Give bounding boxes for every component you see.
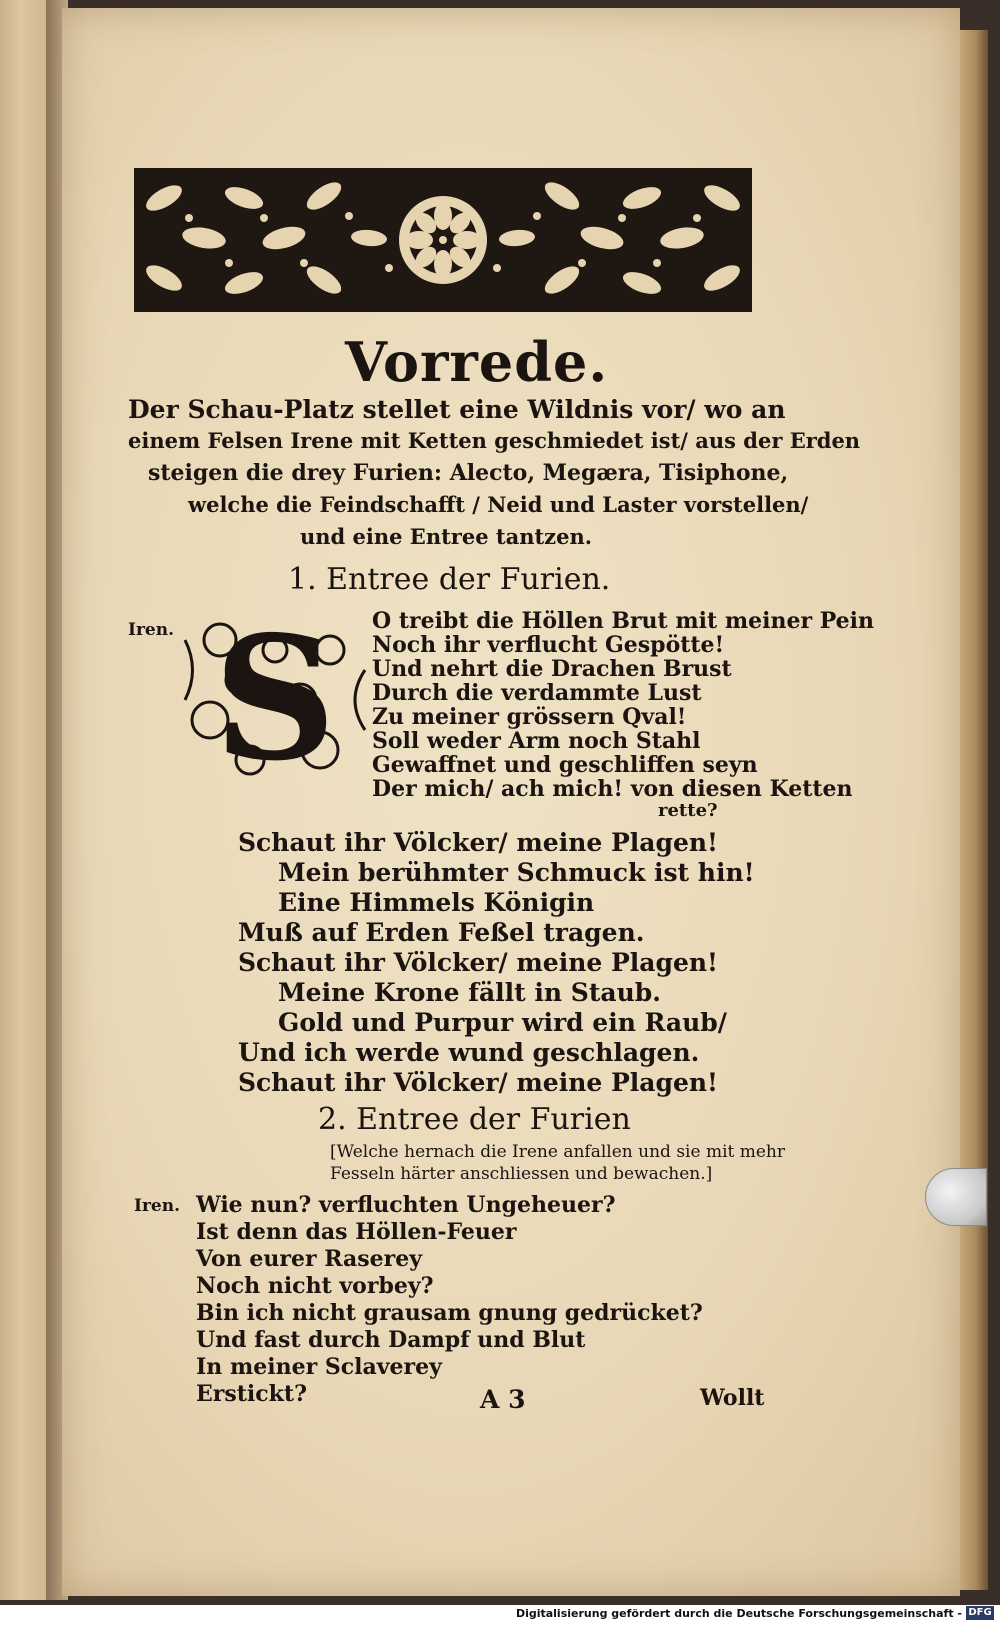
verse-line: Schaut ihr Völcker/ meine Plagen! [238,1068,719,1097]
verse-line: Und nehrt die Drachen Brust [372,656,732,682]
intro-line-5: und eine Entree tantzen. [300,524,593,549]
verse-line: Noch nicht vorbey? [196,1273,434,1299]
verse-line: Der mich/ ach mich! von diesen Ketten [372,776,853,802]
left-page-edge [0,0,52,1600]
page-clip [925,1168,987,1226]
decorated-initial-letter [180,610,370,790]
verse-line: Erstickt? [196,1381,307,1407]
speaker-label-2: Iren. [134,1196,181,1216]
verse-line: In meiner Sclaverey [196,1354,442,1380]
verse-line: Von eurer Raserey [196,1246,423,1272]
initial-glyph: S [213,610,337,790]
verse-line: Schaut ihr Völcker/ meine Plagen! [238,948,719,977]
verse-line: Ist denn das Höllen-Feuer [196,1219,517,1245]
verse-line: Bin ich nicht grausam gnung gedrücket? [196,1300,703,1326]
verse-line: rette? [658,800,718,821]
verse-line: Mein berühmter Schmuck ist hin! [278,858,755,887]
intro-line-2: einem Felsen Irene mit Ketten geschmiedet ist/ aus der Erden [128,428,861,453]
signature-mark: A 3 [480,1385,526,1414]
entree-1-heading: 1. Entree der Furien. [288,562,611,597]
verse-line: Durch die verdammte Lust [372,680,702,706]
verse-line: Zu meiner grössern Qval! [372,704,687,730]
verse-line: Soll weder Arm noch Stahl [372,728,701,754]
verse-line: Noch ihr verflucht Gespötte! [372,632,725,658]
verse-line: Muß auf Erden Feßel tragen. [238,918,645,947]
intro-line-4: welche die Feindschafft / Neid und Laster vorstellen/ [188,492,809,517]
page-title: Vorrede. [345,330,609,394]
intro-line-3: steigen die drey Furien: Alecto, Megæra, Tisiphone, [148,460,789,486]
stage-direction-line-2: Fesseln härter anschliessen und bewachen.] [330,1164,713,1184]
verse-line: Meine Krone fällt in Staub. [278,978,661,1007]
floral-ornament-banner [134,168,752,312]
catchword: Wollt [700,1385,765,1411]
right-page-edges [958,30,988,1590]
entree-2-heading: 2. Entree der Furien [318,1102,631,1137]
verse-line: Gold und Purpur wird ein Raub/ [278,1008,727,1037]
stage-direction-line-1: [Welche hernach die Irene anfallen und sie mit mehr [330,1142,785,1162]
verse-line: Gewaffnet und geschliffen seyn [372,752,758,778]
footer-credit: Digitalisierung gefördert durch die Deutsche Forschungsgemeinschaft - [515,1607,962,1620]
verse-line: Wie nun? verfluchten Ungeheuer? [196,1192,616,1218]
verse-line: Schaut ihr Völcker/ meine Plagen! [238,828,719,857]
verse-line: O treibt die Höllen Brut mit meiner Pein [372,608,874,634]
speaker-label-1: Iren. [128,620,175,640]
verse-line: Und ich werde wund geschlagen. [238,1038,700,1067]
intro-line-1: Der Schau-Platz stellet eine Wildnis vor/ wo an [128,395,786,424]
verse-line: Und fast durch Dampf und Blut [196,1327,586,1353]
dfg-logo: DFG [966,1606,994,1620]
verse-line: Eine Himmels Königin [278,888,595,917]
